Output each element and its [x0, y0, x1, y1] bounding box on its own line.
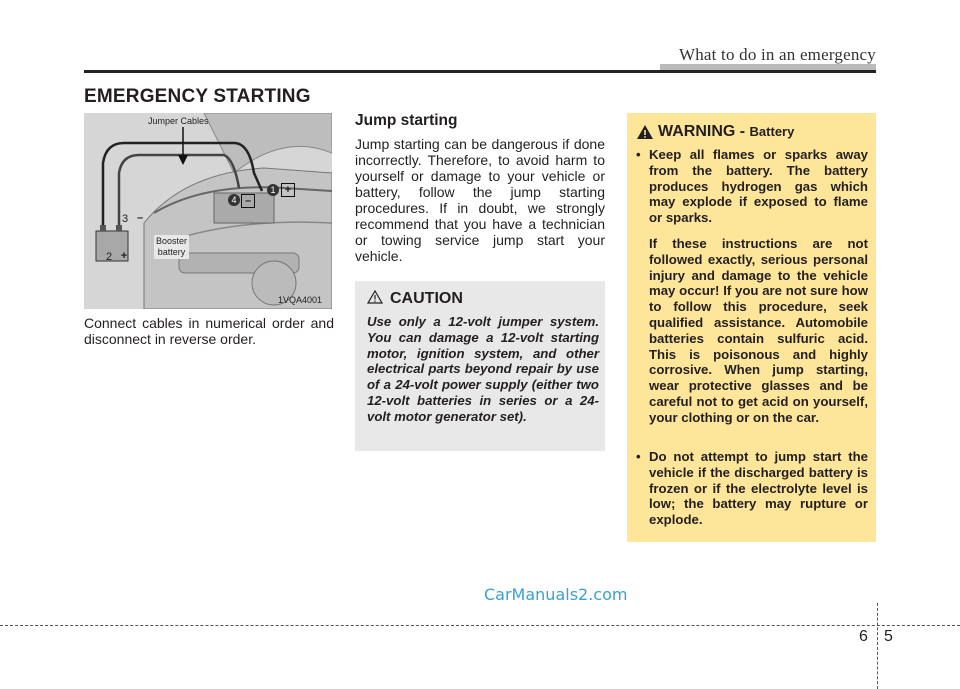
step-1-marker: 1	[267, 184, 279, 196]
warning-subtitle: Battery	[749, 124, 795, 139]
footer-divider	[0, 625, 960, 626]
step-2-sign: +	[120, 250, 128, 262]
warning-item-2-text: Do not attempt to jump start the vehicle if the discharged battery is frozen or if the electrolyte level is low; the battery may rupture or explode.	[649, 449, 868, 528]
step-4-sign: –	[241, 194, 255, 208]
caution-triangle-icon	[367, 290, 383, 304]
header-rule	[84, 70, 876, 73]
booster-battery-label	[154, 235, 189, 259]
jump-starting-heading: Jump starting	[355, 112, 458, 129]
watermark-link[interactable]: CarManuals2.com	[484, 585, 628, 604]
figure-code: 1VQA4001	[278, 295, 323, 305]
step-2-marker: 2	[106, 251, 113, 263]
figure-caption: Connect cables in numerical order and disconnect in reverse order.	[84, 315, 334, 347]
warning-item-2	[636, 449, 868, 528]
caution-body: Use only a 12-volt jumper system. You can damage a 12-volt starting motor, ignition system, and other electrical parts beyond repair by use of a 24-volt power supply (either two 12-volt batteries in series or a 24-volt motor generator set).	[367, 314, 599, 424]
chapter-number: 6	[859, 628, 868, 645]
caution-title: CAUTION	[390, 290, 463, 307]
car-engine-drawing	[84, 113, 332, 309]
jumper-cables-label: Jumper Cables	[148, 116, 209, 126]
warning-item-1	[636, 147, 868, 226]
jump-starting-body: Jump starting can be dangerous if done incorrectly. Therefore, to avoid harm to yourself or damage to your vehicle or battery, follow the jump starting procedures. If in doubt, we strongly recommend that you have a technician or towing service jump start your vehicle.	[355, 136, 605, 264]
warning-triangle-icon	[636, 124, 654, 140]
booster-label-line2: battery	[157, 247, 186, 257]
step-3-sign: –	[136, 212, 144, 224]
section-title: EMERGENCY STARTING	[84, 86, 311, 107]
footer-vertical-divider	[877, 603, 878, 689]
step-4-marker: 4	[228, 194, 240, 206]
jump-start-illustration	[84, 113, 332, 309]
step-3-marker: 3	[122, 213, 129, 225]
warning-title-text: WARNING -	[658, 123, 750, 140]
warning-title	[658, 123, 794, 141]
bullet: •	[636, 147, 641, 162]
bullet: •	[636, 449, 641, 464]
header-title: What to do in an emergency	[678, 45, 876, 64]
warning-item-1-continuation: If these instructions are not followed exactly, serious personal injury and damage to the vehicle may occur! If you are not sure how to follow this procedure, seek qualified assistance. Automobile batteries contain sulfuric acid. This is poisonous and highly corrosive. When jump starting, wear protective glasses and be careful not to get acid on yourself, your clothing or on the car.	[649, 236, 868, 425]
step-1-sign: +	[281, 183, 295, 197]
warning-item-1-text: Keep all flames or sparks away from the battery. The battery produces hydrogen gas which may explode if exposed to flame or sparks.	[649, 147, 868, 226]
page-number: 5	[884, 628, 893, 645]
booster-label-line1: Booster	[156, 236, 188, 246]
